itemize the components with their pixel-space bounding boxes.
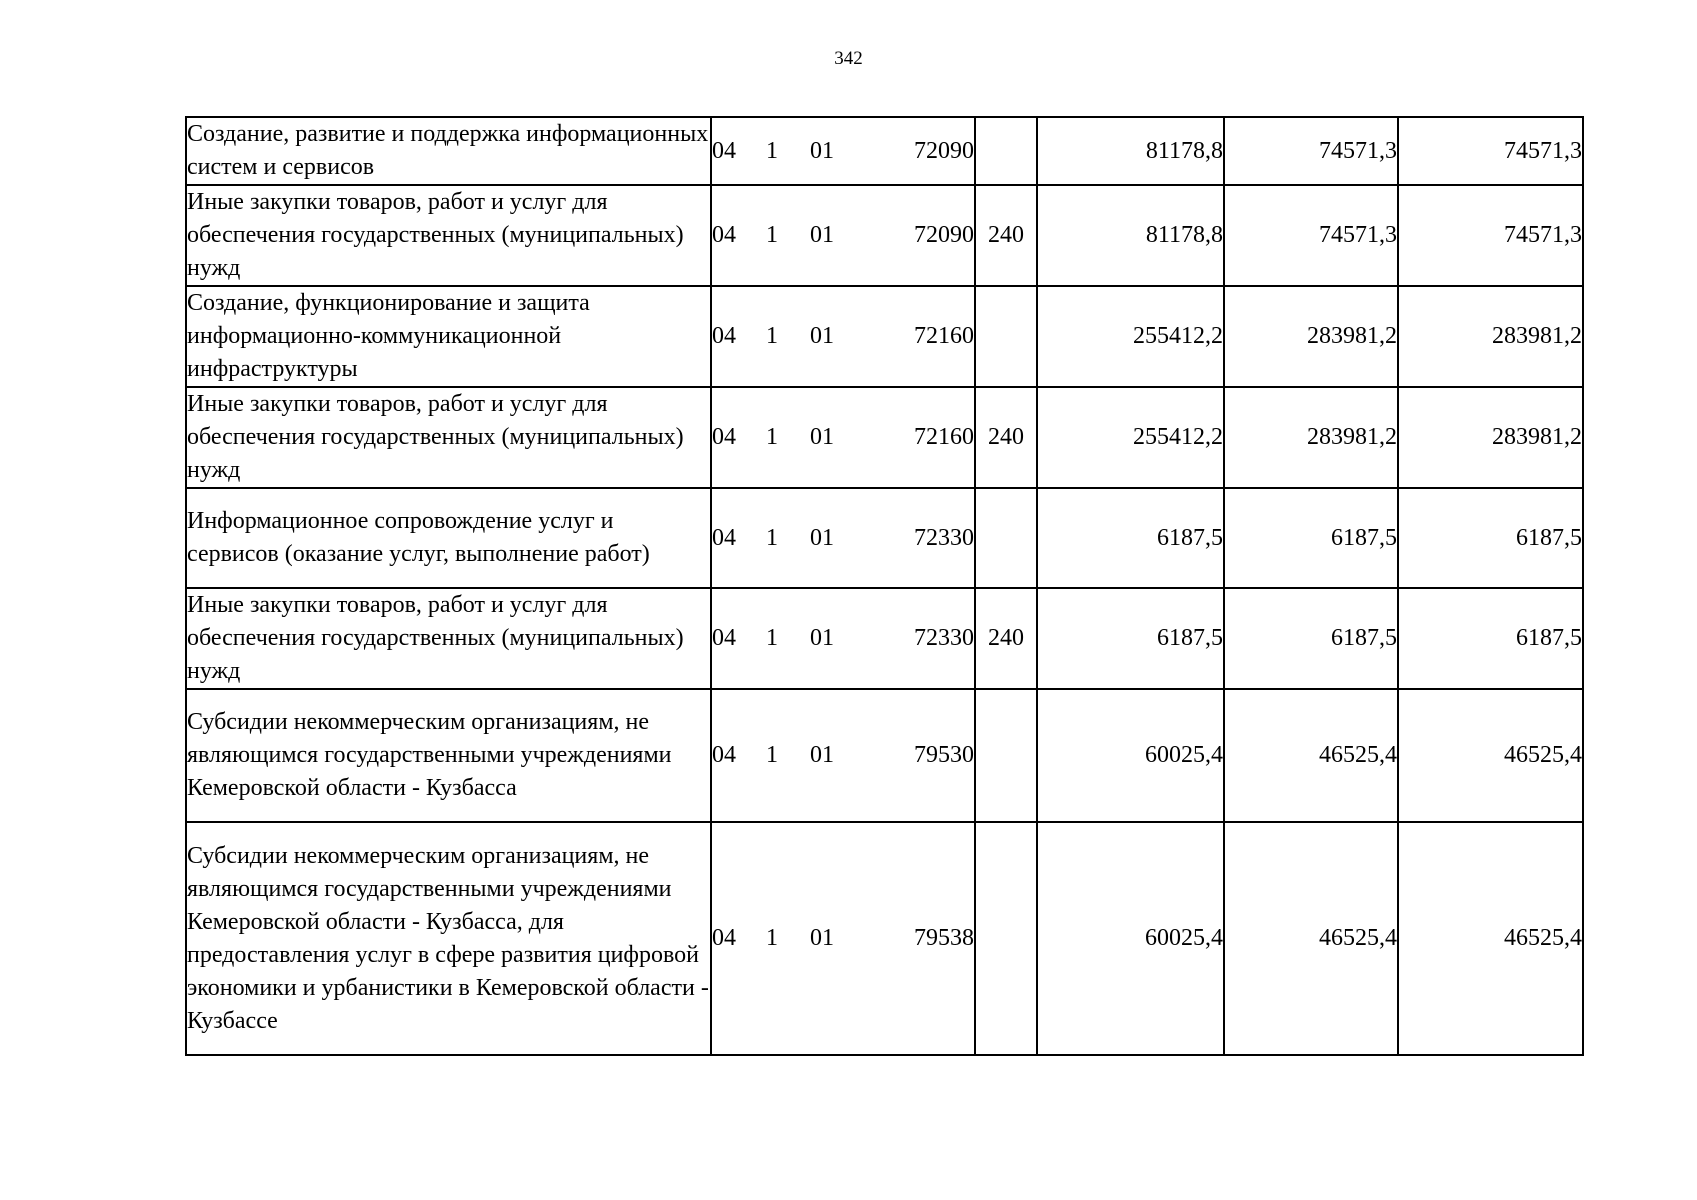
table-row xyxy=(186,185,1583,286)
table-row xyxy=(186,689,1583,822)
table-row xyxy=(186,488,1583,588)
amount-year-2: 283981,2 xyxy=(1224,387,1398,488)
table-row xyxy=(186,286,1583,387)
item-name: Иные закупки товаров, работ и услуг для обеспечения государственных (муниципальных) нужд xyxy=(186,185,711,286)
direction-code: 79538 xyxy=(914,925,974,951)
amount-year-1: 60025,4 xyxy=(1037,822,1224,1055)
amount-year-2: 6187,5 xyxy=(1224,588,1398,689)
amount-year-2: 46525,4 xyxy=(1224,822,1398,1055)
program-code: 1 xyxy=(766,742,778,768)
expense-type-code xyxy=(975,689,1037,822)
program-code: 1 xyxy=(766,524,778,551)
amount-year-1: 6187,5 xyxy=(1037,588,1224,689)
expense-type-code: 240 xyxy=(975,185,1037,286)
section-code: 04 xyxy=(712,137,736,164)
direction-code: 72160 xyxy=(914,323,974,349)
subprogram-code: 01 xyxy=(810,222,834,248)
table-row xyxy=(186,117,1583,185)
amount-year-1: 255412,2 xyxy=(1037,286,1224,387)
direction-code: 72090 xyxy=(914,137,974,164)
amount-year-3: 46525,4 xyxy=(1398,689,1583,822)
amount-year-1: 6187,5 xyxy=(1037,488,1224,588)
amount-year-3: 74571,3 xyxy=(1398,117,1583,185)
section-code: 04 xyxy=(712,742,736,768)
program-code: 1 xyxy=(766,625,778,651)
subprogram-code: 01 xyxy=(810,524,834,551)
expense-type-code xyxy=(975,822,1037,1055)
page-number: 342 xyxy=(834,48,863,69)
item-name: Иные закупки товаров, работ и услуг для обеспечения государственных (муниципальных) нужд xyxy=(186,387,711,488)
section-code: 04 xyxy=(712,424,736,450)
item-name: Создание, развитие и поддержка информационных систем и сервисов xyxy=(186,117,711,185)
amount-year-2: 46525,4 xyxy=(1224,689,1398,822)
budget-codes xyxy=(711,822,975,1055)
amount-year-3: 6187,5 xyxy=(1398,588,1583,689)
program-code: 1 xyxy=(766,323,778,349)
amount-year-2: 6187,5 xyxy=(1224,488,1398,588)
section-code: 04 xyxy=(712,323,736,349)
table-row xyxy=(186,588,1583,689)
expense-type-code xyxy=(975,117,1037,185)
program-code: 1 xyxy=(766,137,778,164)
expense-type-code xyxy=(975,488,1037,588)
item-name: Субсидии некоммерческим организациям, не являющимся государственными учреждениями Кемеровской области - Кузбасса xyxy=(186,689,711,822)
amount-year-3: 283981,2 xyxy=(1398,387,1583,488)
amount-year-2: 74571,3 xyxy=(1224,185,1398,286)
item-name: Информационное сопровождение услуг и сервисов (оказание услуг, выполнение работ) xyxy=(186,488,711,588)
direction-code: 72330 xyxy=(914,524,974,551)
program-code: 1 xyxy=(766,222,778,248)
budget-codes xyxy=(711,387,975,488)
budget-codes xyxy=(711,185,975,286)
amount-year-2: 283981,2 xyxy=(1224,286,1398,387)
subprogram-code: 01 xyxy=(810,137,834,164)
program-code: 1 xyxy=(766,925,778,951)
expense-type-code: 240 xyxy=(975,387,1037,488)
budget-codes xyxy=(711,588,975,689)
expense-type-code xyxy=(975,286,1037,387)
amount-year-3: 74571,3 xyxy=(1398,185,1583,286)
amount-year-2: 74571,3 xyxy=(1224,117,1398,185)
subprogram-code: 01 xyxy=(810,424,834,450)
expense-type-code: 240 xyxy=(975,588,1037,689)
budget-table xyxy=(185,116,1584,1056)
subprogram-code: 01 xyxy=(810,323,834,349)
direction-code: 72090 xyxy=(914,222,974,248)
table-row xyxy=(186,387,1583,488)
subprogram-code: 01 xyxy=(810,625,834,651)
subprogram-code: 01 xyxy=(810,925,834,951)
item-name: Субсидии некоммерческим организациям, не являющимся государственными учреждениями Кемеровской области - Кузбасса, для предоставления услуг в сфере развития цифровой экономики и урбанистики в Кемеровской области - Кузбассе xyxy=(186,822,711,1055)
amount-year-3: 46525,4 xyxy=(1398,822,1583,1055)
budget-codes xyxy=(711,689,975,822)
amount-year-1: 81178,8 xyxy=(1037,117,1224,185)
program-code: 1 xyxy=(766,424,778,450)
table-row xyxy=(186,822,1583,1055)
direction-code: 72160 xyxy=(914,424,974,450)
amount-year-3: 283981,2 xyxy=(1398,286,1583,387)
amount-year-1: 60025,4 xyxy=(1037,689,1224,822)
direction-code: 72330 xyxy=(914,625,974,651)
section-code: 04 xyxy=(712,925,736,951)
amount-year-1: 255412,2 xyxy=(1037,387,1224,488)
budget-codes xyxy=(711,286,975,387)
amount-year-1: 81178,8 xyxy=(1037,185,1224,286)
budget-codes xyxy=(711,488,975,588)
item-name: Иные закупки товаров, работ и услуг для обеспечения государственных (муниципальных) нужд xyxy=(186,588,711,689)
section-code: 04 xyxy=(712,625,736,651)
section-code: 04 xyxy=(712,524,736,551)
budget-codes xyxy=(711,117,975,185)
section-code: 04 xyxy=(712,222,736,248)
item-name: Создание, функционирование и защита информационно-коммуникационной инфраструктуры xyxy=(186,286,711,387)
direction-code: 79530 xyxy=(914,742,974,768)
subprogram-code: 01 xyxy=(810,742,834,768)
amount-year-3: 6187,5 xyxy=(1398,488,1583,588)
